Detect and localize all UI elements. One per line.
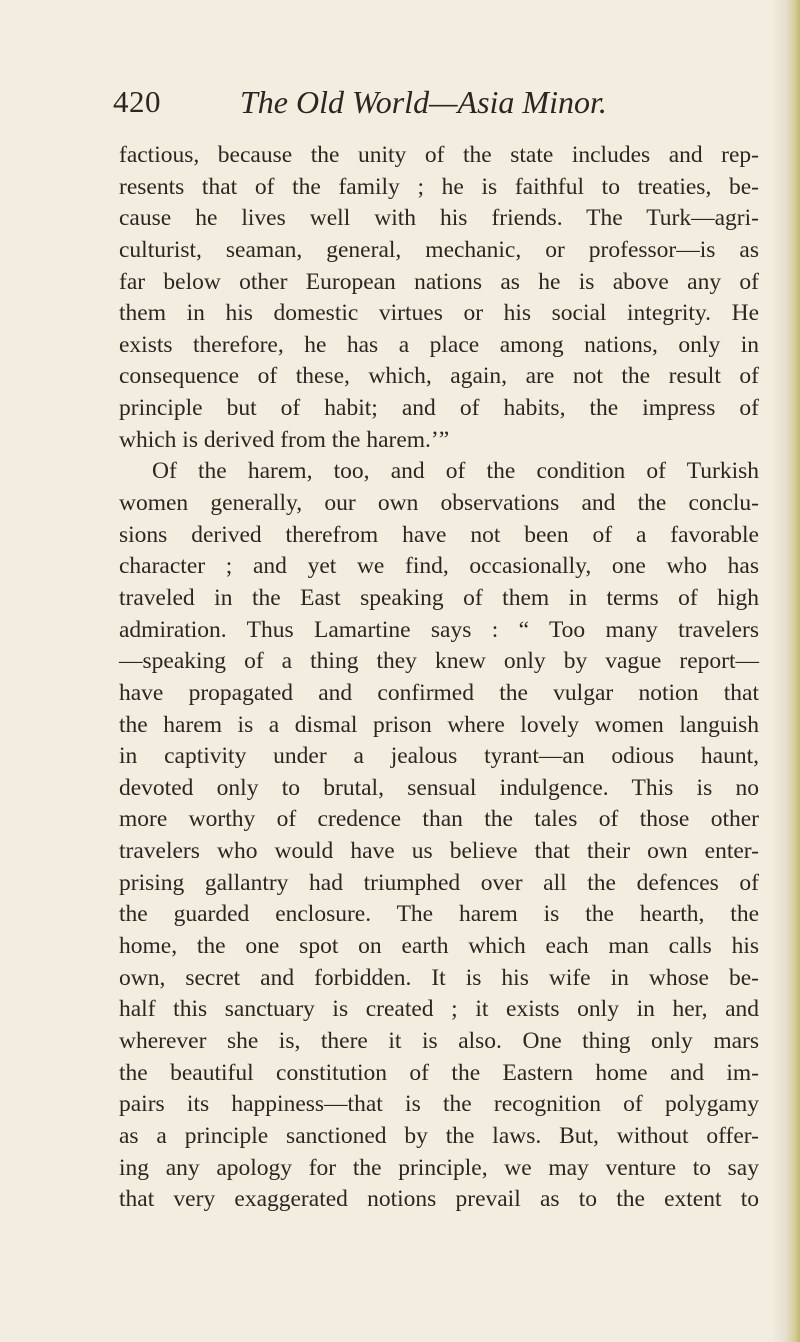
text-line: as a principle sanctioned by the laws. But, without offer-	[119, 1122, 759, 1149]
text-line: home, the one spot on earth which each man calls his	[119, 933, 759, 960]
text-line: —speaking of a thing they knew only by vague report—	[119, 648, 759, 675]
text-line: own, secret and forbidden. It is his wife in whose be-	[119, 964, 759, 991]
text-line: far below other European nations as he is above any of	[119, 268, 759, 295]
text-line: consequence of these, which, again, are not the result of	[119, 363, 759, 390]
text-line: resents that of the family ; he is faithful to treaties, be-	[119, 173, 759, 200]
page-number: 420	[113, 84, 161, 119]
text-line: more worthy of credence than the tales of those other	[119, 806, 759, 833]
text-line: cause he lives well with his friends. The Turk—agri-	[119, 205, 759, 232]
page-edge	[786, 0, 800, 1342]
text-line: women generally, our own observations and the conclu-	[119, 490, 759, 517]
text-line: ing any apology for the principle, we may venture to say	[119, 1154, 759, 1181]
text-line: traveled in the East speaking of them in terms of high	[119, 584, 759, 611]
text-line: the guarded enclosure. The harem is the hearth, the	[119, 901, 759, 928]
text-line: factious, because the unity of the state includes and rep-	[119, 142, 759, 168]
body-text	[119, 140, 759, 1216]
text-line: sions derived therefrom have not been of a favorable	[119, 521, 759, 548]
text-line: the beautiful constitution of the Eastern home and im-	[119, 1059, 759, 1086]
text-line: them in his domestic virtues or his social integrity. He	[119, 300, 759, 327]
text-line: devoted only to brutal, sensual indulgence. This is no	[119, 774, 759, 801]
text-line: travelers who would have us believe that their own enter-	[119, 838, 759, 865]
text-line: in captivity under a jealous tyrant—an odious haunt,	[119, 743, 759, 770]
text-line: exists therefore, he has a place among nations, only in	[119, 331, 759, 358]
text-line: that very exaggerated notions prevail as to the extent to	[119, 1186, 759, 1213]
running-title: The Old World—Asia Minor.	[240, 84, 607, 120]
text-line: half this sanctuary is created ; it exists only in her, and	[119, 996, 759, 1023]
text-line: Of the harem, too, and of the condition of Turkish	[152, 458, 759, 485]
text-line: character ; and yet we find, occasionally, one who has	[119, 553, 759, 580]
text-line: admiration. Thus Lamartine says : “ Too many travelers	[119, 616, 759, 643]
text-line: have propagated and confirmed the vulgar notion that	[119, 679, 759, 706]
text-line: wherever she is, there it is also. One thing only mars	[119, 1027, 759, 1054]
page-header	[113, 82, 753, 126]
text-line: the harem is a dismal prison where lovely women languish	[119, 711, 759, 738]
text-line: pairs its happiness—that is the recognition of polygamy	[119, 1091, 759, 1118]
text-line: which is derived from the harem.’”	[119, 426, 450, 453]
text-line: prising gallantry had triumphed over all the defences of	[119, 869, 759, 896]
text-line: culturist, seaman, general, mechanic, or professor—is as	[119, 236, 759, 263]
text-line: principle but of habit; and of habits, the impress of	[119, 395, 759, 422]
